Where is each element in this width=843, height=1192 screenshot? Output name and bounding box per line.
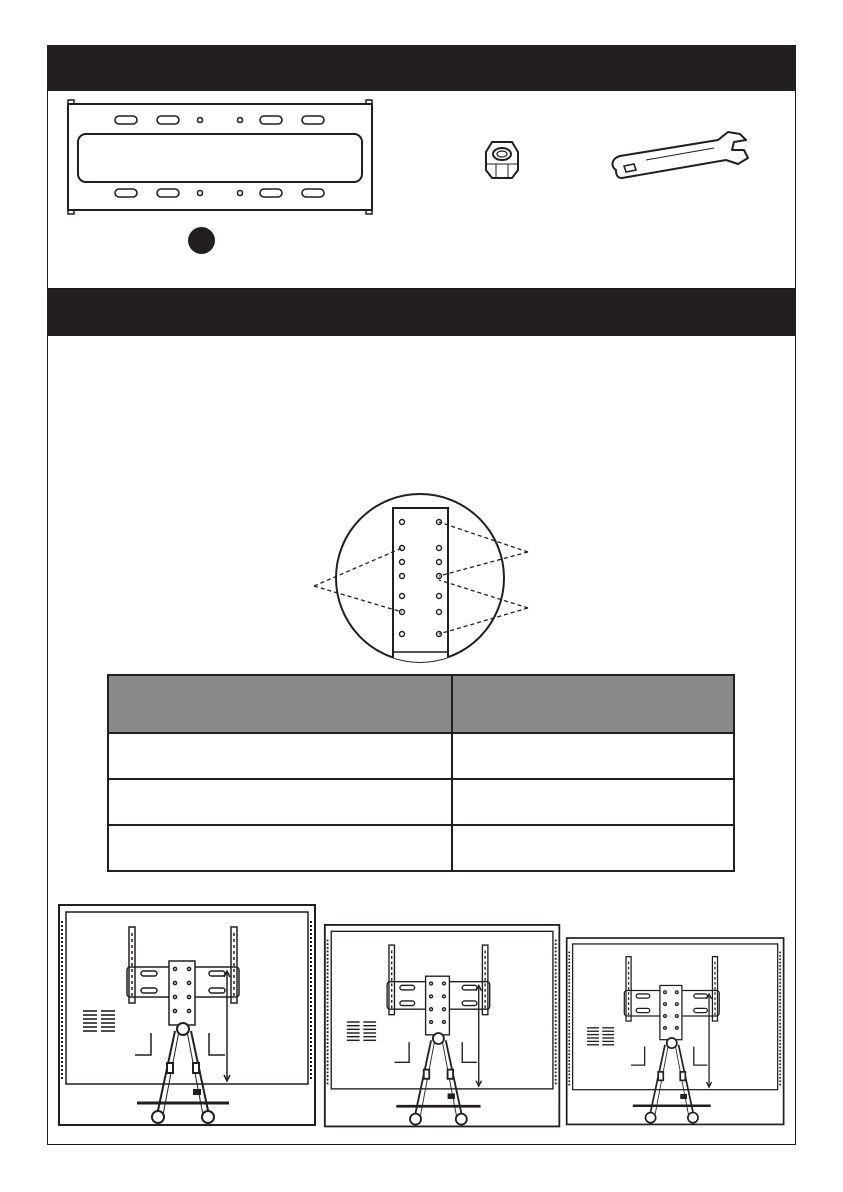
table-row xyxy=(108,825,734,871)
assembly-section-header xyxy=(47,289,796,336)
plate-part-badge xyxy=(188,227,215,254)
tv-mount-diagram-medium xyxy=(323,922,563,1144)
table-header-row xyxy=(108,675,734,733)
table-cell xyxy=(452,779,734,825)
wrench-icon xyxy=(606,130,758,186)
bracket-hole-detail xyxy=(300,490,560,670)
table-row xyxy=(108,733,734,779)
table-header-cell xyxy=(108,675,452,733)
table-header-cell xyxy=(452,675,734,733)
tv-mount-diagram-small xyxy=(565,934,787,1142)
specification-table xyxy=(107,674,735,872)
table-cell xyxy=(108,779,452,825)
parts-section-header xyxy=(47,45,796,91)
table-cell xyxy=(108,733,452,779)
table-cell xyxy=(108,825,452,871)
tv-mount-diagram-large xyxy=(57,903,319,1143)
table-row xyxy=(108,779,734,825)
nut-icon xyxy=(482,136,522,184)
table-cell xyxy=(452,733,734,779)
table-cell xyxy=(452,825,734,871)
wall-plate-illustration xyxy=(60,98,380,218)
